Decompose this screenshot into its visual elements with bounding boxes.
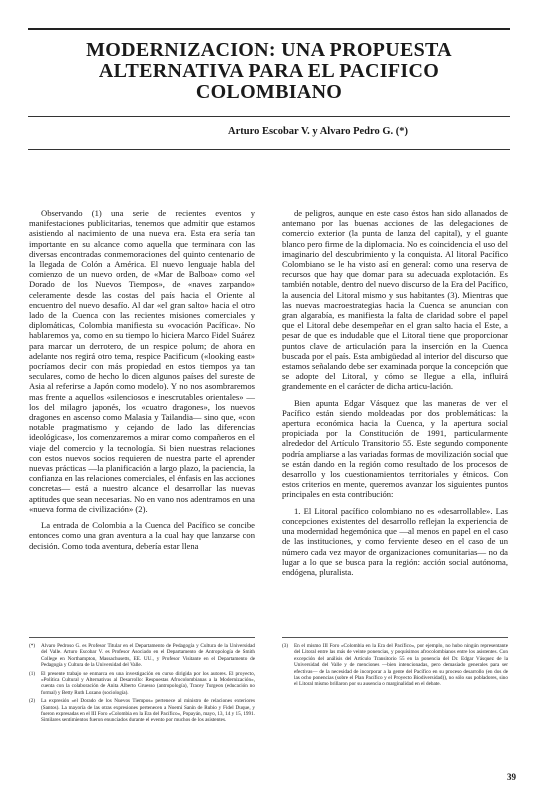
page-number: 39 bbox=[507, 772, 516, 782]
footnote-rule-right bbox=[282, 637, 508, 638]
footnote-marker: (1) bbox=[29, 670, 36, 677]
footnote-text: En el mismo III Foro «Colombia en la Era del Pacífico», por ejemplo, no hubo ningún representante del Litoral entre las más de veinte ponencias, y poquísimos afrocolombianos entre los asistentes. Con excepción del análisis del Artículo Transitorio 55 en la ponencia del Dr. Edgar Vásquez de la Universidad del Valle y de menciones —bien intencionadas, pero demasiado generales para ser efectivas— de la necesidad de incorporar a la gente del Pacífico en su proceso desarrollo (en dos de las ocho ponencias (sobre el Plan Pacífico y el Proyecto Biodiversidad)), no sólo sus pobladores, sino el Litoral mismo brillaron por su ausencia o marginalidad en el debate. bbox=[294, 643, 508, 688]
footnote-rule-left bbox=[29, 637, 255, 638]
footnote-text: La expresión «el Dorado de los Nuevos Tiempos» pertenece al ministro de relaciones exteriores (Santos). La mayoría de las otras expresiones pertenecen a Noemí Sanín de Rubio y Fidel Duque, y fueron expresadas en el III Foro «Colombia en la Era del Pacífico», Popayán, mayo, 13, 14 y 15, 1991. Similares sentimientos fueron enunciados durante el evento por muchos de los asistentes. bbox=[41, 698, 255, 724]
body-paragraph: La entrada de Colombia a la Cuenca del Pacífico se concibe entonces como una gran aventura a la cual hay que lanzarse con decisión. Como toda aventura, debería estar llena bbox=[29, 520, 255, 551]
footnote-text: Alvaro Pedroso G. es Profesor Titular en el Departamento de Pedagogía y Cultura de la Universidad del Valle. Arturo Escobar V. es Profesor Asociado en el Departamento de Antropología de Smith College en Northampton, Massachusetts, EE. UU., y Profesor Visitante en el Departamento de Pedagogía y Cultura de la Universidad del Valle. bbox=[41, 643, 255, 669]
authors-rule bbox=[28, 149, 510, 150]
article-authors: Arturo Escobar V. y Alvaro Pedro G. (*) bbox=[228, 126, 408, 137]
body-paragraph: Observando (1) una serie de recientes eventos y manifestaciones publicitarias, tenemos que admitir que estamos asistiendo al nacimiento de una nueva era. Esta era sería tan importante en su alcance como aquella que terminara con las diversas encontradas conmemoraciones del quinto centenario de la llegada de Colón a América. El nuevo lenguaje habla del comienzo de un nuevo orden, de «Mar de Balboa» como «el Dorado de los Nuevos Tiempos», de «naves zarpando» celeramente desde las costas del país hacia el Oriente al encuentro del nuevo desafío. Al dar «el gran salto» hacia el otro lado de la Cuenca con las recientes misiones comerciales y diplomáticas, Colombia manifiesta su «vocación Pacífica». No hablaremos ya, como en su tiempo lo hiciera Marco Fidel Suárez para marcar un derrotero, de un respice polum; de ahora en adelante nos regirá otro tema, respice Pacificum («looking east» pocríamos decir con más propiedad en estos tiempos ya tan seculares, como de hecho lo dicen algunos países del sureste de Asia al referirse a Japón como modelo). Y no nos asombraremos mas frente a aquellos «silenciosos e inescrutables orientales» —los del milagro japonés, los «cuatro dragones», los nuevos dragones en ascenso como Malasia y Tailandia— sino que, «con notable pragmatismo y cejando de lado las diferencias ideológicas», los comenzaremos a mirar como compañeros en el viaje del comercio y la tecnología. Si bien nuestras relaciones con estos nuevos socios requieren de nuestra parte el aprender nuevas prácticas —la planificación a largo plazo, la paciencia, la confianza en las relaciones comerciales, el énfasis en las acciones concretas— está a nuestro alcance el desarrollar las nuevas aptitudes que sean necesarias. No en vano nos adentramos en una «nueva forma de civilización» (2). bbox=[29, 208, 255, 514]
numbered-point-1: 1. El Litoral pacífico colombiano no es «desarrollable». Las concepciones existentes del desarrollo reflejan la experiencia de una modernidad hegemónica que —al menos en papel en el caso de las instituciones, y como ferviente deseo en el caso de un número cada vez mayor de organizaciones comunitarias— no da lugar a lo que se busca para la región: acción social autónoma, endógena, pluralista. bbox=[282, 505, 508, 577]
footnote bbox=[29, 643, 255, 669]
footnote bbox=[282, 643, 508, 688]
title-line-1: MODERNIZACION: UNA PROPUESTA bbox=[86, 39, 452, 61]
article-title bbox=[60, 40, 478, 103]
top-rule bbox=[28, 28, 510, 30]
body-paragraph: de peligros, aunque en este caso éstos han sido allanados de antemano por las buenas acciones de las delegaciones de comercio exterior (la punta de lanza del capital), y el guante blanco pero firme de la diplomacia. No es coincidencia el uso del imaginario del descubrimiento y la conquista. Al litoral Pacífico Colombiano se le ha visto así en general: como una reserva de recursos que hay que domar para su adecuada explotación. Es también notable, dentro del nuevo discurso de la Era del Pacífico, la ausencia del Litoral mismo y sus habitantes (3). Mientras que las nuevas macroestrategias hacia la Cuenca se anuncian con gran algarabía, es manifiesta la falta de claridad sobre el papel que el Litoral debe desempeñar en el gran salto hacia el Este, a pesar de que es indudable que el Litoral tiene que proporcionar puntos clave de articulación para la inserción en la Cuenca buscada por el país. Esta ambigüedad al interior del discurso que estamos señalando debe ser examinada porque la concepción que se adopte del Litoral, y cómo se llegue a ella, influirá grandemente en el carácter de dicha articu-lación. bbox=[282, 208, 508, 392]
body-paragraph: Bien apunta Edgar Vásquez que las maneras de ver el Pacífico están siendo moldeadas por dos problemáticas: la apertura económica hacia la Cuenca, y la apertura social propiciada por la Constitución de 1991, particularmente alrededor del Artículo Transitorio 55. Este segundo componente podría ampliarse a las variadas formas de movilización social que se están dando en la región como resultado de los procesos de desarrollo y los cuestionamientos territoriales y étnicos. Con estos criterios en mente, queremos avanzar los siguientes puntos principales en esta contribución: bbox=[282, 397, 508, 500]
footnote-text: El presente trabajo se enmarca en una investigación en curso dirigida por los autores. El proyecto, «Política Cultural y Alternativas al Desarrollo: Respuestas Afrocolombianas a la Modernización», cuenta con la colaboración de Anita Alberto Gruesso (antropología), Tracey Turgeon (educación no formal) y Betty Ruth Lozano (sociología). bbox=[41, 670, 255, 696]
footnote bbox=[29, 671, 255, 697]
footnote-marker: (3) bbox=[282, 643, 289, 649]
footnote-marker: (2) bbox=[29, 698, 36, 705]
footnotes-left bbox=[29, 643, 255, 726]
footnote-marker: (*) bbox=[29, 643, 36, 649]
title-rule bbox=[28, 116, 510, 117]
title-line-3: COLOMBIANO bbox=[195, 81, 343, 103]
footnote bbox=[29, 698, 255, 724]
body-column-right bbox=[282, 208, 508, 583]
title-line-2: ALTERNATIVA PARA EL PACIFICO bbox=[98, 60, 440, 82]
footnotes-right bbox=[282, 643, 508, 690]
body-column-left bbox=[29, 208, 255, 557]
